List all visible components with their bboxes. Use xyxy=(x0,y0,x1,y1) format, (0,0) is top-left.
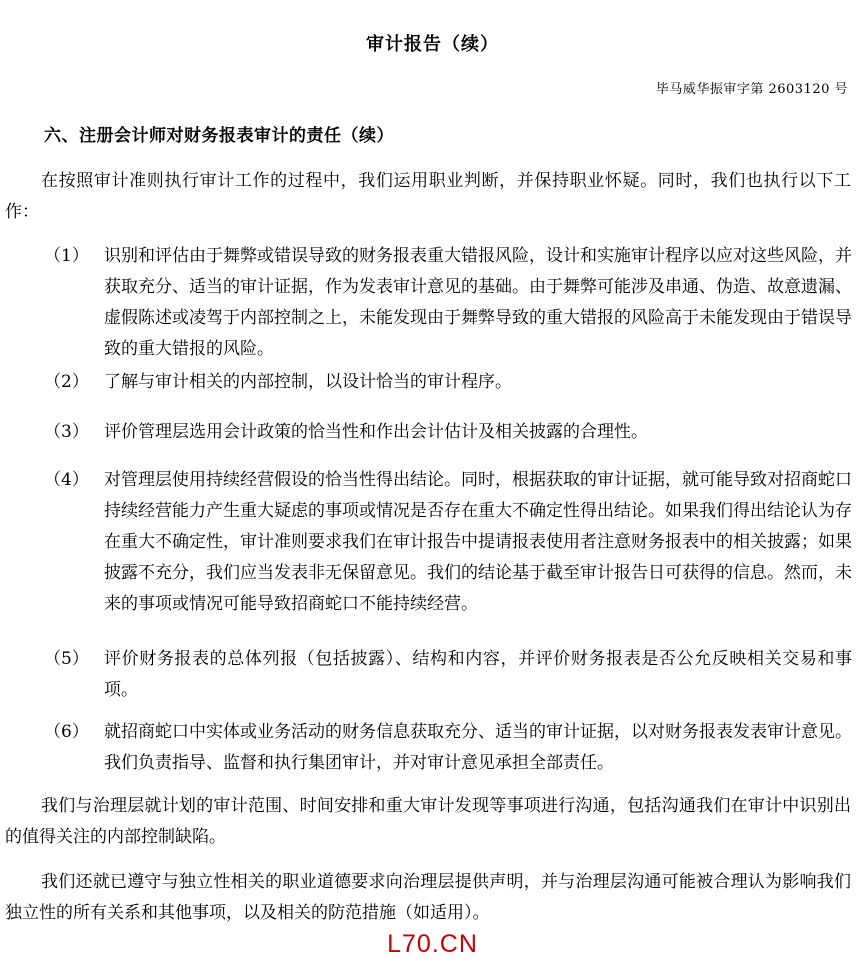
intro-paragraph: 在按照审计准则执行审计工作的过程中，我们运用职业判断，并保持职业怀疑。同时，我们也执行以下工作： xyxy=(5,171,851,222)
list-item-number: （3） xyxy=(44,422,89,442)
list-item-number: （1） xyxy=(44,246,89,266)
list-item-number: （4） xyxy=(44,470,89,490)
list-item-text: 就招商蛇口中实体或业务活动的财务信息获取充分、适当的审计证据，以对财务报表发表审计意见。我们负责指导、监督和执行集团审计，并对审计意见承担全部责任。 xyxy=(104,722,852,773)
list-item-text: 评价管理层选用会计政策的恰当性和作出会计估计及相关披露的合理性。 xyxy=(104,422,648,442)
section-heading: 六、注册会计师对财务报表审计的责任（续） xyxy=(44,126,394,146)
list-item-text: 评价财务报表的总体列报（包括披露）、结构和内容，并评价财务报表是否公允反映相关交易和事项。 xyxy=(104,649,852,700)
independence-paragraph: 我们还就已遵守与独立性相关的职业道德要求向治理层提供声明，并与治理层沟通可能被合理认为影响我们独立性的所有关系和其他事项，以及相关的防范措施（如适用）。 xyxy=(5,872,851,923)
list-item-number: （2） xyxy=(44,372,89,392)
report-title: 审计报告（续） xyxy=(366,34,499,55)
governance-paragraph: 我们与治理层就计划的审计范围、时间安排和重大审计发现等事项进行沟通，包括沟通我们在审计中识别出的值得关注的内部控制缺陷。 xyxy=(5,796,851,847)
list-item-text: 了解与审计相关的内部控制，以设计恰当的审计程序。 xyxy=(104,372,512,392)
watermark: L70.CN xyxy=(387,930,478,958)
list-item-text: 对管理层使用持续经营假设的恰当性得出结论。同时，根据获取的审计证据，就可能导致对招商蛇口持续经营能力产生重大疑虑的事项或情况是否存在重大不确定性得出结论。如果我们得出结论认为存在重大不确定性，审计准则要求我们在审计报告中提请报表使用者注意财务报表中的相关披露；如果披露不充分，我们应当发表非无保留意见。我们的结论基于截至审计报告日可获得的信息。然而，未来的事项或情况可能导致招商蛇口不能持续经营。 xyxy=(104,470,852,614)
list-item-text: 识别和评估由于舞弊或错误导致的财务报表重大错报风险，设计和实施审计程序以应对这些风险，并获取充分、适当的审计证据，作为发表审计意见的基础。由于舞弊可能涉及串通、伪造、故意遗漏、虚假陈述或凌驾于内部控制之上，未能发现由于舞弊导致的重大错报的风险高于未能发现由于错误导致的重大错报的风险。 xyxy=(104,246,852,359)
report-number: 毕马威华振审字第 2603120 号 xyxy=(655,82,848,97)
list-item-number: （5） xyxy=(44,649,89,669)
list-item-number: （6） xyxy=(44,722,89,742)
